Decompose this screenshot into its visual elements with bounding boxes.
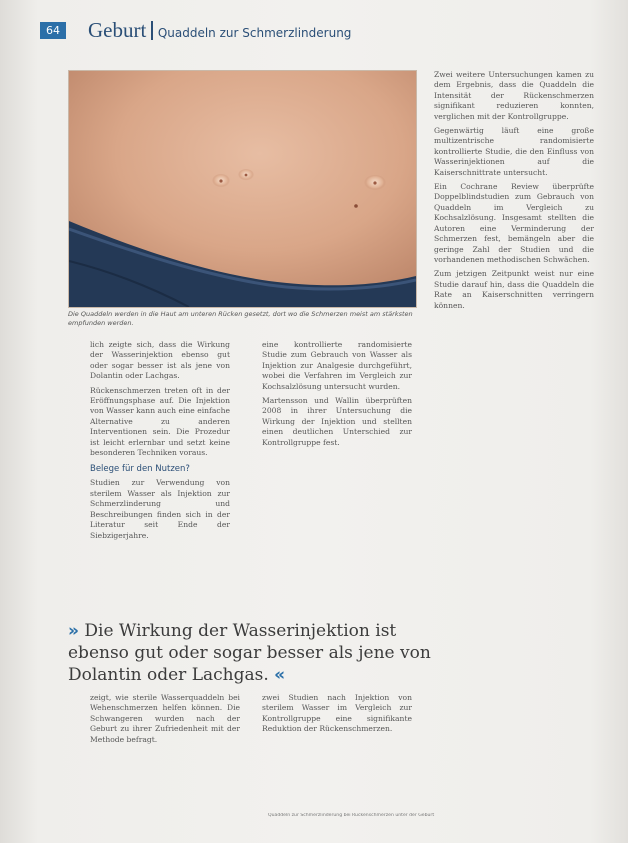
quote-open-mark: » (68, 621, 79, 641)
skin-photo (69, 71, 416, 307)
paragraph: Martensson und Wallin überprüften 2008 in ihrer Untersuchung die Wirkung der Injektion und stellten einen deutlichen Unterschied zur Kontrollgruppe fest. (262, 396, 412, 447)
paragraph: Rückenschmerzen treten oft in der Eröffnungsphase auf. Die Injektion von Wasser kann auch eine einfache Alternative zu anderen Interventionen sein. Die Prozedur ist leicht erlernbar und setzt keine besonderen Techniken voraus. (90, 385, 230, 458)
header-divider (151, 21, 153, 40)
paragraph: zeigt, wie sterile Wasserquaddeln bei Wehenschmerzen helfen können. Die Schwangeren wurden nach der Geburt zu ihrer Zufriedenheit mit der Methode befragt. (90, 693, 240, 744)
chapter-title: Geburt (88, 18, 147, 42)
paragraph: zwei Studien nach Injektion von sterilem Wasser im Vergleich zur Kontrollgruppe eine signifikante Reduktion der Rückenschmerzen. (262, 693, 412, 734)
paragraph: lich zeigte sich, dass die Wirkung der Wasserinjektion ebenso gut oder sogar besser ist als jene von Dolantin oder Lachgas. (90, 340, 230, 381)
text-column-2 (262, 340, 412, 586)
paragraph: Ein Cochrane Review überprüfte Doppelblindstudien zum Gebrauch von Quaddeln im Vergleich zu Kochsalzlösung. Insgesamt stellten die Autoren eine Verminderung der Schmerzen fest, bemängeln aber die geringe Zahl der Studien und die vorhandenen methodischen Schwächen. (434, 182, 594, 264)
section-title: Quaddeln zur Schmerzlinderung (157, 26, 352, 40)
text-column-4 (90, 693, 240, 803)
page-number: 64 (40, 22, 66, 39)
text-column-3 (434, 70, 594, 800)
running-header (88, 18, 351, 43)
quote-close-mark: « (274, 665, 286, 685)
paragraph: Gegenwärtig läuft eine große multizentrische randomisierte kontrollierte Studie, die den Einfluss von Wasserinjektionen auf die Kaiserschnittrate untersucht. (434, 126, 594, 177)
paragraph: Zum jetzigen Zeitpunkt weist nur eine Studie darauf hin, dass die Quaddeln die Rate an Kaiserschnitten verringern können. (434, 269, 594, 310)
section-subheading: Belege für den Nutzen? (90, 464, 190, 475)
paragraph: Studien zur Verwendung von sterilem Wasser als Injektion zur Schmerzlinderung und Beschreibungen finden sich in der Literatur seit Ende der Siebzigerjahre. (90, 478, 230, 540)
page-footer: Quaddeln zur Schmerzlinderung bei Rückenschmerzen unter der Geburt (268, 813, 435, 818)
paragraph: Zwei weitere Untersuchungen kamen zu dem Ergebnis, dass die Quaddeln die Intensität der Rückenschmerzen signifikant reduzieren konnten, verglichen mit der Kontrollgruppe. (434, 70, 594, 121)
figure-caption: Die Quaddeln werden in die Haut am unteren Rücken gesetzt, dort wo die Schmerzen meist am stärksten empfunden werden. (68, 310, 413, 327)
paragraph: eine kontrollierte randomisierte Studie zum Gebrauch von Wasser als Injektion zur Analgesie durchgeführt, wobei die Verfahren im Vergleich zur Kochsalzlösung untersucht wurden. (262, 340, 412, 391)
pull-quote-text: Die Wirkung der Wasserinjektion ist ebenso gut oder sogar besser als jene von Dolantin oder Lachgas. (68, 621, 431, 685)
pull-quote (68, 620, 440, 686)
text-column-5 (262, 693, 412, 803)
text-column-1 (90, 340, 230, 586)
figure-photo (68, 70, 417, 308)
